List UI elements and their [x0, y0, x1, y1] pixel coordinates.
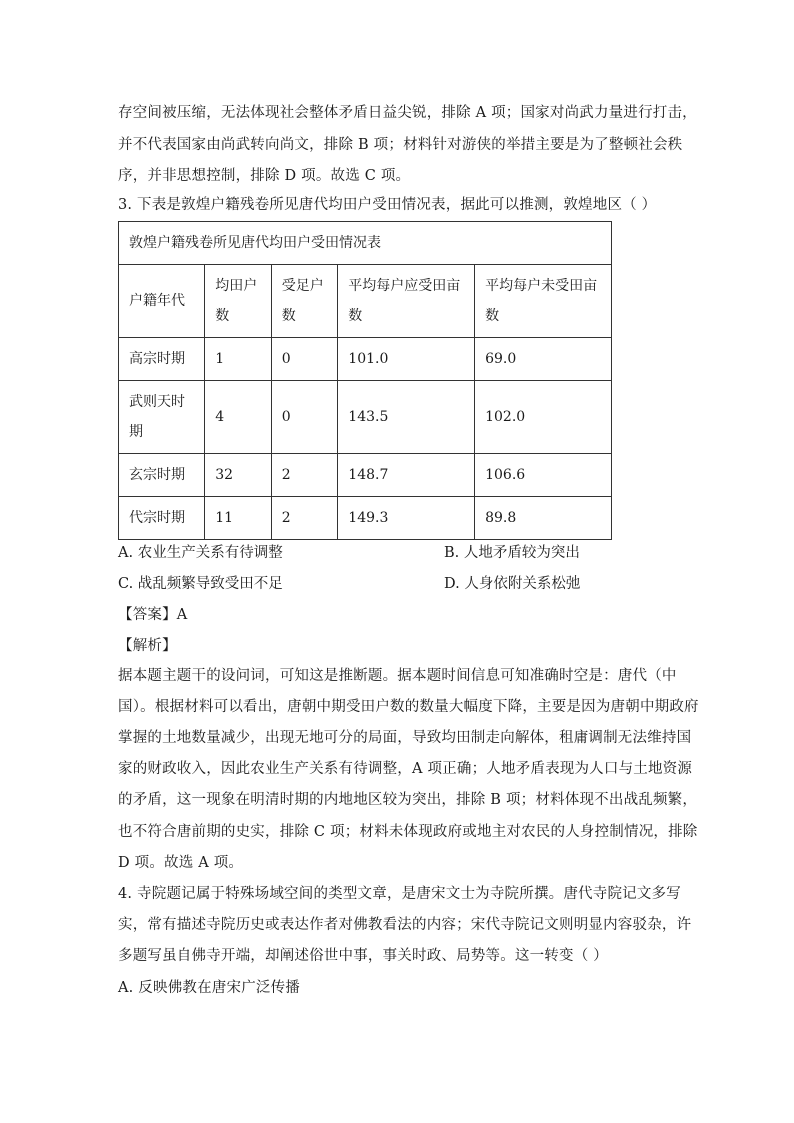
table-row	[119, 338, 612, 381]
header-text: 受足户	[281, 278, 324, 294]
cell-text: 期	[129, 424, 143, 440]
cell-full: 2	[271, 497, 338, 540]
cell-households: 4	[205, 381, 272, 454]
cell-unreceived: 89.8	[475, 497, 612, 540]
cell-should: 143.5	[338, 381, 475, 454]
paragraph-line: 存空间被压缩，无法体现社会整体矛盾日益尖锐，排除 A 项；国家对尚武力量进行打击，	[118, 105, 697, 121]
cell-full: 0	[271, 338, 338, 381]
cell-unreceived: 106.6	[475, 454, 612, 497]
cell-period: 高宗时期	[119, 338, 205, 381]
header-text: 平均每户应受田亩	[348, 278, 461, 294]
option-d: D. 人身依附关系松弛	[444, 576, 581, 592]
option-a: A. 农业生产关系有待调整	[118, 545, 283, 561]
analysis-label: 【解析】	[118, 638, 177, 654]
table-row	[119, 454, 612, 497]
header-text: 均田户	[215, 278, 258, 294]
question-4-stem: 4. 寺院题记属于特殊场域空间的类型文章，是唐宋文士为寺院所撰。唐代寺院记文多写	[118, 886, 681, 902]
header-should	[338, 265, 475, 338]
cell-households: 11	[205, 497, 272, 540]
analysis-line: 掌握的土地数量减少，出现无地可分的局面，导致均田制走向解体，租庸调制无法维持国	[118, 730, 692, 746]
table-row	[119, 497, 612, 540]
cell-unreceived: 69.0	[475, 338, 612, 381]
question-4-option-a: A. 反映佛教在唐宋广泛传播	[118, 980, 300, 996]
question-4-stem: 实，常有描述寺院历史或表达作者对佛教看法的内容；宋代寺院记文则明显内容驳杂，许	[118, 917, 692, 933]
paragraph-line: 并不代表国家由尚武转向尚文，排除 B 项；材料针对游侠的举措主要是为了整顿社会秩	[118, 137, 683, 153]
header-text: 数	[281, 308, 296, 324]
cell-text: 武则天时	[129, 394, 185, 410]
cell-full: 0	[271, 381, 338, 454]
header-period: 户籍年代	[119, 265, 205, 338]
header-text: 数	[215, 308, 230, 324]
question-4-stem: 多题写虽自佛寺开端，却阐述俗世中事，事关时政、局势等。这一转变（ ）	[118, 948, 608, 964]
header-unreceived	[475, 265, 612, 338]
question-3-stem: 3. 下表是敦煌户籍残卷所见唐代均田户受田情况表，据此可以推测，敦煌地区（ ）	[118, 197, 657, 213]
analysis-line: 据本题主题干的设问词，可知这是推断题。据本题时间信息可知准确时空是：唐代（中	[118, 668, 677, 684]
table-header-row	[119, 265, 612, 338]
header-text: 数	[348, 308, 363, 324]
paragraph-line: 序，并非思想控制，排除 D 项。故选 C 项。	[118, 168, 411, 184]
header-full	[271, 265, 338, 338]
cell-should: 101.0	[338, 338, 475, 381]
cell-should: 149.3	[338, 497, 475, 540]
header-text: 平均每户未受田亩	[485, 278, 598, 294]
answer-label: 【答案】A	[118, 607, 188, 623]
land-allocation-table	[118, 221, 612, 540]
header-text: 数	[485, 308, 500, 324]
cell-period: 玄宗时期	[119, 454, 205, 497]
analysis-line: 国）。根据材料可以看出，唐朝中期受田户数的数量大幅度下降，主要是因为唐朝中期政府	[118, 699, 699, 715]
analysis-line: D 项。故选 A 项。	[118, 855, 244, 871]
table-title-row	[119, 222, 612, 265]
cell-households: 32	[205, 454, 272, 497]
option-b: B. 人地矛盾较为突出	[444, 545, 580, 561]
cell-period	[119, 381, 205, 454]
cell-full: 2	[271, 454, 338, 497]
cell-should: 148.7	[338, 454, 475, 497]
cell-households: 1	[205, 338, 272, 381]
cell-period: 代宗时期	[119, 497, 205, 540]
table-title: 敦煌户籍残卷所见唐代均田户受田情况表	[119, 222, 612, 265]
analysis-line: 也不符合唐前期的史实，排除 C 项；材料未体现政府或地主对农民的人身控制情况，排除	[118, 824, 698, 840]
analysis-line: 的矛盾，这一现象在明清时期的内地地区较为突出，排除 B 项；材料体现不出战乱频繁，	[118, 792, 698, 808]
analysis-line: 家的财政收入，因此农业生产关系有待调整，A 项正确；人地矛盾表现为人口与土地资源	[118, 761, 693, 777]
table-row	[119, 381, 612, 454]
cell-unreceived: 102.0	[475, 381, 612, 454]
option-c: C. 战乱频繁导致受田不足	[118, 576, 283, 592]
header-households	[205, 265, 272, 338]
